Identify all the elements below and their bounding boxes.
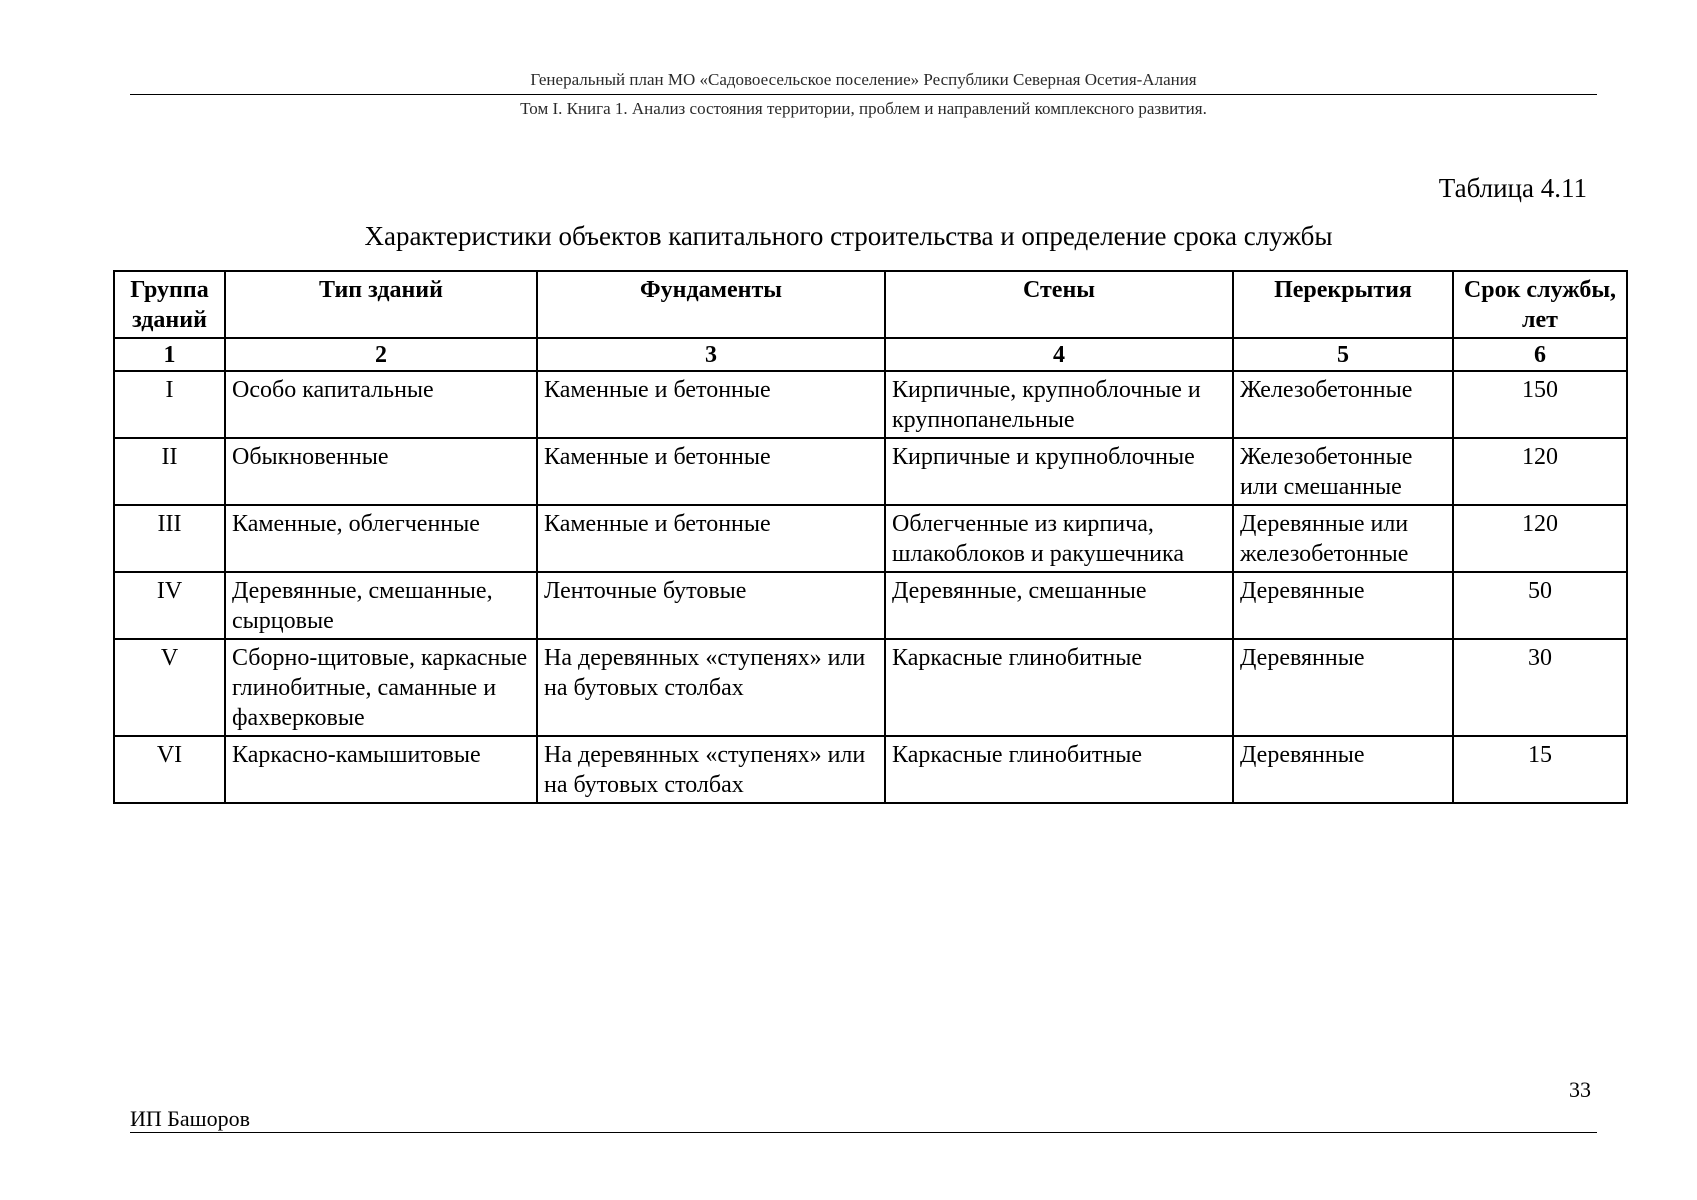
column-number: 6 xyxy=(1453,338,1627,371)
cell-building-type: Каменные, облегченные xyxy=(225,505,537,572)
column-number: 1 xyxy=(114,338,225,371)
cell-floors: Железобетонные или смешанные xyxy=(1233,438,1453,505)
footer-divider xyxy=(130,1132,1597,1133)
cell-group: IV xyxy=(114,572,225,639)
table-row xyxy=(114,639,1627,736)
table-row xyxy=(114,572,1627,639)
cell-walls: Облегченные из кирпича, шлакоблоков и ракушечника xyxy=(885,505,1233,572)
cell-walls: Каркасные глинобитные xyxy=(885,639,1233,736)
cell-service-life: 120 xyxy=(1453,505,1627,572)
cell-service-life: 30 xyxy=(1453,639,1627,736)
header-service-life: Срок службы, лет xyxy=(1453,271,1627,338)
cell-floors: Деревянные xyxy=(1233,639,1453,736)
cell-floors: Деревянные xyxy=(1233,736,1453,803)
footer-author: ИП Башоров xyxy=(130,1106,251,1131)
cell-floors: Деревянные xyxy=(1233,572,1453,639)
page-number: 33 xyxy=(1569,1077,1591,1102)
building-characteristics-table xyxy=(113,270,1628,804)
header-building-type: Тип зданий xyxy=(225,271,537,338)
header-floors: Перекрытия xyxy=(1233,271,1453,338)
cell-foundation: Каменные и бетонные xyxy=(537,505,885,572)
table-header-row xyxy=(114,271,1627,338)
cell-group: V xyxy=(114,639,225,736)
column-number-row xyxy=(114,338,1627,371)
cell-floors: Железобетонные xyxy=(1233,371,1453,438)
cell-service-life: 150 xyxy=(1453,371,1627,438)
cell-walls: Кирпичные и крупноблочные xyxy=(885,438,1233,505)
table-title: Характеристики объектов капитального строительства и определение срока службы xyxy=(364,221,1333,251)
header-walls: Стены xyxy=(885,271,1233,338)
running-header-subtitle: Том I. Книга 1. Анализ состояния территории, проблем и направлений комплексного развития. xyxy=(520,99,1207,118)
cell-walls: Каркасные глинобитные xyxy=(885,736,1233,803)
column-number: 2 xyxy=(225,338,537,371)
header-building-group: Группа зданий xyxy=(114,271,225,338)
table-row xyxy=(114,736,1627,803)
cell-group: VI xyxy=(114,736,225,803)
cell-walls: Деревянные, смешанные xyxy=(885,572,1233,639)
cell-building-type: Сборно-щитовые, каркасные глинобитные, саманные и фахверковые xyxy=(225,639,537,736)
cell-group: III xyxy=(114,505,225,572)
table-row xyxy=(114,371,1627,438)
cell-group: I xyxy=(114,371,225,438)
cell-foundation: Ленточные бутовые xyxy=(537,572,885,639)
cell-group: II xyxy=(114,438,225,505)
running-header-title: Генеральный план МО «Садовоесельское поселение» Республики Северная Осетия-Алания xyxy=(530,70,1197,89)
cell-foundation: Каменные и бетонные xyxy=(537,371,885,438)
cell-service-life: 50 xyxy=(1453,572,1627,639)
column-number: 5 xyxy=(1233,338,1453,371)
cell-building-type: Особо капитальные xyxy=(225,371,537,438)
cell-building-type: Обыкновенные xyxy=(225,438,537,505)
column-number: 4 xyxy=(885,338,1233,371)
table-row xyxy=(114,438,1627,505)
cell-building-type: Деревянные, смешанные, сырцовые xyxy=(225,572,537,639)
cell-floors: Деревянные или железобетонные xyxy=(1233,505,1453,572)
table-row xyxy=(114,505,1627,572)
cell-foundation: На деревянных «ступенях» или на бутовых столбах xyxy=(537,639,885,736)
header-divider xyxy=(130,94,1597,95)
column-number: 3 xyxy=(537,338,885,371)
table-number: Таблица 4.11 xyxy=(1438,173,1587,203)
cell-building-type: Каркасно-камышитовые xyxy=(225,736,537,803)
cell-service-life: 120 xyxy=(1453,438,1627,505)
cell-service-life: 15 xyxy=(1453,736,1627,803)
cell-foundation: На деревянных «ступенях» или на бутовых столбах xyxy=(537,736,885,803)
cell-foundation: Каменные и бетонные xyxy=(537,438,885,505)
cell-walls: Кирпичные, крупноблочные и крупнопанельные xyxy=(885,371,1233,438)
header-foundations: Фундаменты xyxy=(537,271,885,338)
